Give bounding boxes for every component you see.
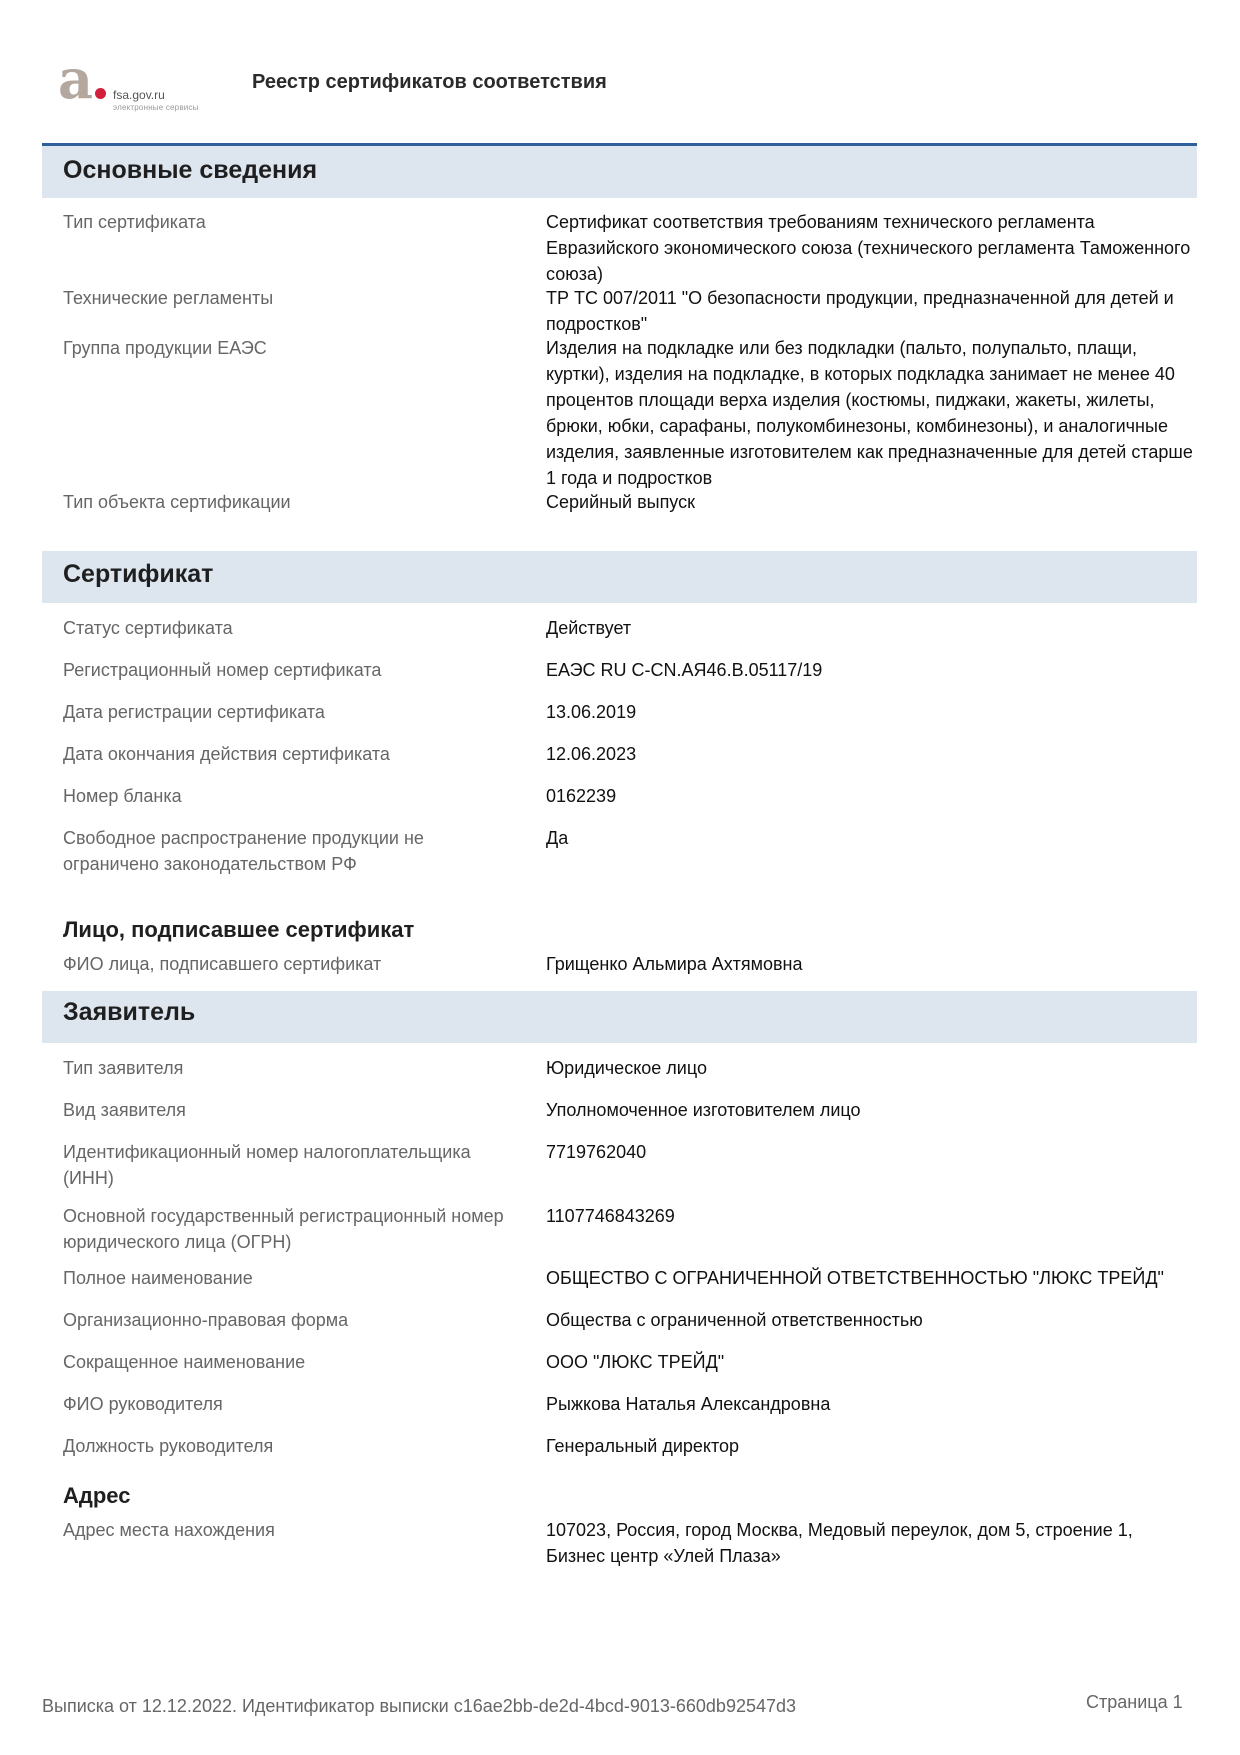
section-main-info [42, 146, 1197, 198]
section-main-info-title: Основные сведения [63, 156, 318, 184]
field-label: Организационно-правовая форма [63, 1310, 349, 1330]
field-value: 1107746843269 [546, 1206, 675, 1226]
subsection-signer-title: Лицо, подписавшее сертификат [63, 917, 415, 942]
field-value: Серийный выпуск [546, 492, 695, 512]
field-value: 0162239 [546, 786, 617, 806]
field-value: Генеральный директор [546, 1436, 740, 1456]
field-label: ФИО лица, подписавшего сертификат [63, 954, 382, 974]
field-value: Изделия на подкладке или без подкладки (пальто, полупальто, плащи, куртки), изделия на подкладке, в которых подкладка занимает не менее 40 процентов площади верха изделия (костюмы, пиджаки, жакеты, жилеты, брюки, юбки, сарафаны, полукомбинезоны, комбинезоны), и аналогичные изделия, заявленные изготовителем как предназначенные для детей старше 1 года и подростков [546, 338, 1193, 488]
field-label: Адрес места нахождения [63, 1520, 275, 1540]
field-label: Дата окончания действия сертификата [63, 744, 390, 764]
field-label: Полное наименование [63, 1268, 253, 1288]
field-value: Юридическое лицо [546, 1058, 707, 1078]
field-value: Грищенко Альмира Ахтямовна [546, 954, 803, 974]
registry-title: Реестр сертификатов соответствия [252, 71, 607, 93]
field-label: Тип сертификата [63, 212, 206, 232]
logo-site-text: fsa.gov.ru [113, 88, 165, 102]
section-certificate [42, 551, 1197, 603]
page-number: Страница 1 [1086, 1692, 1183, 1712]
field-label: Группа продукции ЕАЭС [63, 338, 267, 358]
field-label: Свободное распространение продукции не ограничено законодательством РФ [63, 828, 424, 874]
logo-subtitle: электронные сервисы [113, 103, 199, 112]
subsection-address-title: Адрес [63, 1483, 131, 1508]
field-value: 13.06.2019 [546, 702, 637, 722]
field-value: ООО "ЛЮКС ТРЕЙД" [546, 1352, 725, 1372]
field-value: 7719762040 [546, 1142, 647, 1162]
field-value: ЕАЭС RU С-CN.АЯ46.В.05117/19 [546, 660, 823, 680]
field-label: Статус сертификата [63, 618, 233, 638]
section-certificate-title: Сертификат [63, 560, 214, 588]
field-label: Должность руководителя [63, 1436, 274, 1456]
field-label: Основной государственный регистрационный номер юридического лица (ОГРН) [63, 1206, 504, 1252]
field-value: ТР ТС 007/2011 "О безопасности продукции, предназначенной для детей и подростков" [546, 288, 1174, 334]
field-label: Регистрационный номер сертификата [63, 660, 382, 680]
field-label: Номер бланка [63, 786, 182, 806]
field-label: Идентификационный номер налогоплательщика (ИНН) [63, 1142, 471, 1188]
fsa-logo[interactable] [58, 47, 208, 114]
field-value: Общества с ограниченной ответственностью [546, 1310, 923, 1330]
field-label: Технические регламенты [63, 288, 274, 308]
field-value: 107023, Россия, город Москва, Медовый переулок, дом 5, строение 1, Бизнес центр «Улей Плаза» [546, 1520, 1133, 1566]
field-label: Вид заявителя [63, 1100, 186, 1120]
field-value: Действует [546, 618, 632, 638]
field-value: Сертификат соответствия требованиям технического регламента Евразийского экономического союза (технического регламента Таможенного союза) [546, 212, 1191, 284]
section-applicant-title: Заявитель [63, 998, 196, 1026]
logo-dot-icon [95, 88, 106, 99]
field-value: Уполномоченное изготовителем лицо [546, 1100, 861, 1120]
field-value: ОБЩЕСТВО С ОГРАНИЧЕННОЙ ОТВЕТСТВЕННОСТЬЮ "ЛЮКС ТРЕЙД" [546, 1268, 1164, 1288]
field-label: ФИО руководителя [63, 1394, 223, 1414]
section-applicant [42, 991, 1197, 1043]
field-label: Тип объекта сертификации [63, 492, 291, 512]
field-label: Тип заявителя [63, 1058, 184, 1078]
field-value: Да [546, 828, 569, 848]
field-label: Сокращенное наименование [63, 1352, 306, 1372]
field-label: Дата регистрации сертификата [63, 702, 325, 722]
field-value: Рыжкова Наталья Александровна [546, 1394, 831, 1414]
page-header [0, 0, 1240, 140]
field-value: 12.06.2023 [546, 744, 637, 764]
logo-a-icon: a [58, 47, 93, 111]
extract-info: Выписка от 12.12.2022. Идентификатор выписки c16ae2bb-de2d-4bcd-9013-660db92547d3 [42, 1696, 797, 1716]
